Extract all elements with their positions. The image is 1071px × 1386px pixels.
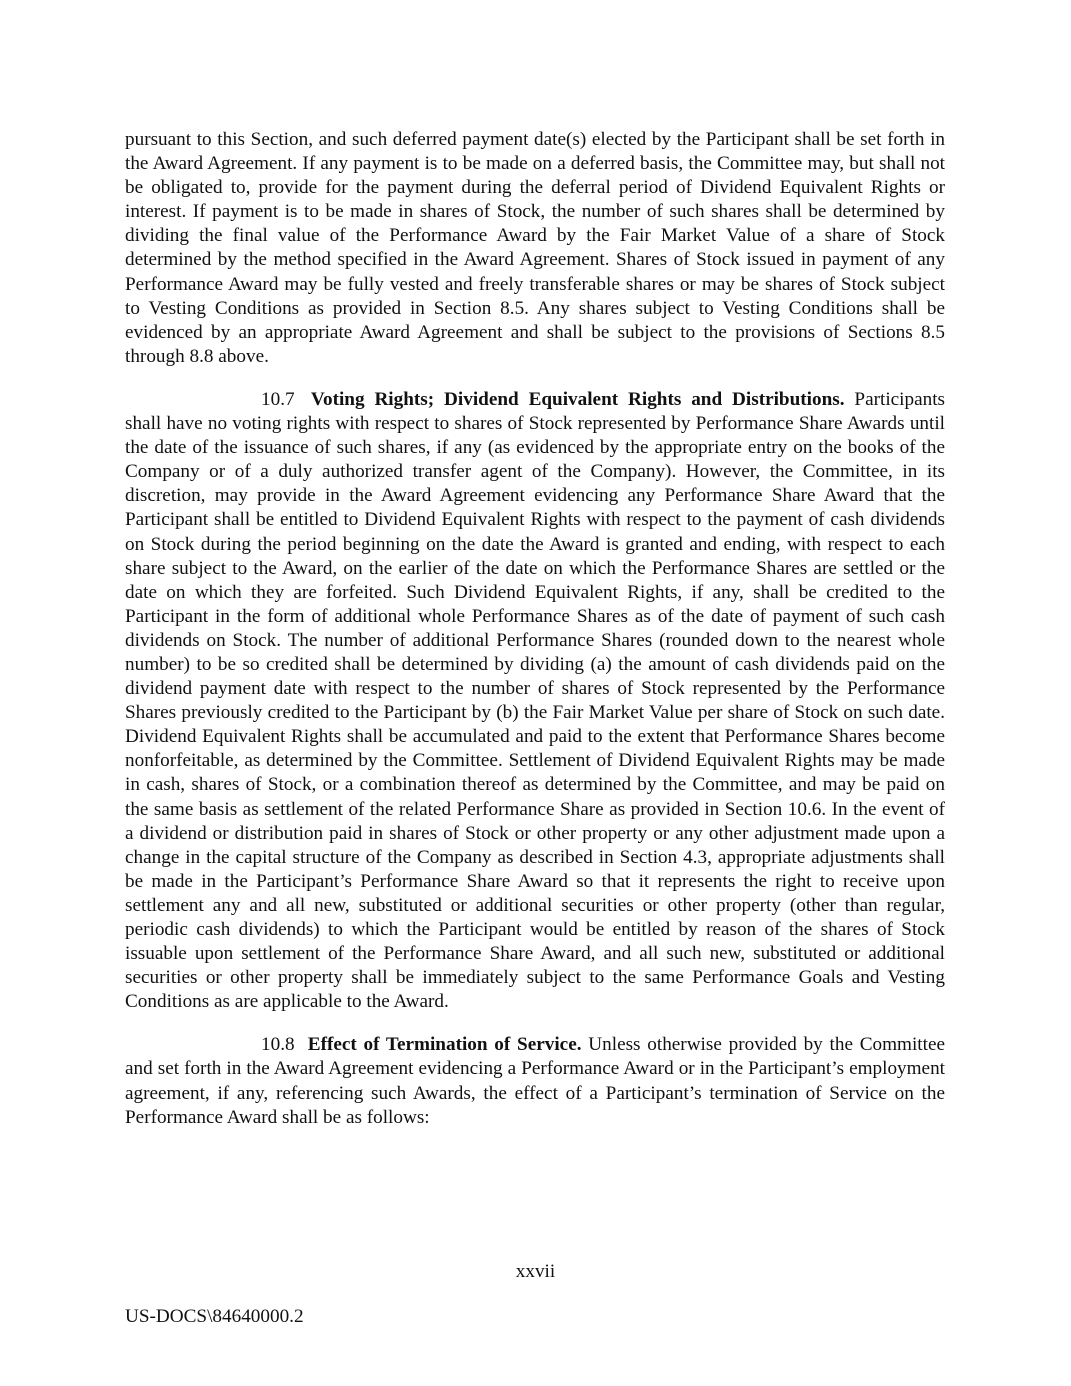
document-id: US-DOCS\84640000.2 (125, 1306, 304, 1327)
page-number: xxvii (515, 1261, 556, 1282)
section-number: 10.7 (261, 388, 295, 410)
section-10-7 (125, 388, 945, 1014)
document-body (125, 128, 945, 1130)
section-10-8 (125, 1033, 945, 1129)
section-heading: Voting Rights; Dividend Equivalent Rights and Distributions. (310, 388, 845, 410)
paragraph-text: pursuant to this Section, and such deferred payment date(s) elected by the Participant shall be set forth in the Award Agreement. If any payment is to be made on a deferred basis, the Committee may, but shall not be obligated to, provide for the payment during the deferral period of Dividend Equivalent Rights or interest. If payment is to be made in shares of Stock, the number of such shares shall be determined by dividing the final value of the Performance Award by the Fair Market Value of a share of Stock determined by the method specified in the Award Agreement. Shares of Stock issued in payment of any Performance Award may be fully vested and freely transferable shares or may be shares of Stock subject to Vesting Conditions as provided in Section 8.5. Any shares subject to Vesting Conditions shall be evidenced by an appropriate Award Agreement and shall be subject to the provisions of Sections 8.5 through 8.8 above. (125, 129, 945, 367)
section-heading: Effect of Termination of Service. (307, 1034, 582, 1056)
section-number: 10.8 (261, 1034, 295, 1056)
section-text: Participants shall have no voting rights with respect to shares of Stock represented by Performance Share Awards until the date of the issuance of such shares, if any (as evidenced by the appropriate entry on the books of the Company or of a duly authorized transfer agent of the Company). However, the Committee, in its discretion, may provide in the Award Agreement evidencing any Performance Share Award that the Participant shall be entitled to Dividend Equivalent Rights with respect to the payment of cash dividends on Stock during the period beginning on the date the Award is granted and ending, with respect to each share subject to the Award, on the earlier of the date on which the Performance Shares are settled or the date on which they are forfeited. Such Dividend Equivalent Rights, if any, shall be credited to the Participant in the form of additional whole Performance Shares as of the date of payment of such cash dividends on Stock. The number of additional Performance Shares (rounded down to the nearest whole number) to be so credited shall be determined by dividing (a) the amount of cash dividends paid on the dividend payment date with respect to the number of shares of Stock represented by the Performance Shares previously credited to the Participant by (b) the Fair Market Value per share of Stock on such date. Dividend Equivalent Rights shall be accumulated and paid to the extent that Performance Shares become nonforfeitable, as determined by the Committee. Settlement of Dividend Equivalent Rights may be made in cash, shares of Stock, or a combination thereof as determined by the Committee, and may be paid on the same basis as settlement of the related Performance Share as provided in Section 10.6. In the event of a dividend or distribution paid in shares of Stock or other property or any other adjustment made upon a change in the capital structure of the Company as described in Section 4.3, appropriate adjustments shall be made in the Participant’s Performance Share Award so that it represents the right to receive upon settlement any and all new, substituted or additional securities or other property (other than regular, periodic cash dividends) to which the Participant would be entitled by reason of the shares of Stock issuable upon settlement of the Performance Share Award, and all such new, substituted or additional securities or other property shall be immediately subject to the same Performance Goals and Vesting Conditions as are applicable to the Award. (125, 388, 946, 1013)
paragraph-continuation (125, 128, 945, 369)
section-text: Unless otherwise provided by the Committee and set forth in the Award Agreement evidencing a Performance Award or in the Participant’s employment agreement, if any, referencing such Awards, the effect of a Participant’s termination of Service on the Performance Award shall be as follows: (125, 1034, 946, 1128)
